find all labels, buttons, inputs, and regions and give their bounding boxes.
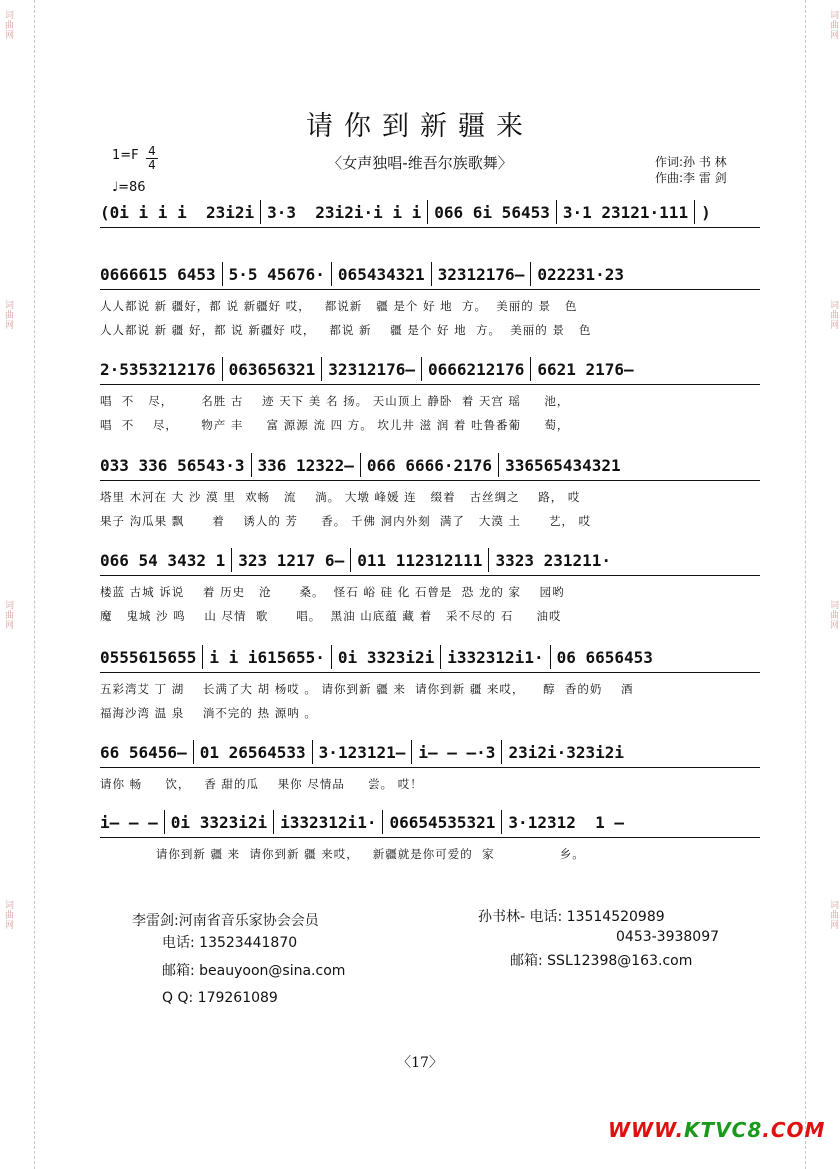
li-qq: Q Q: 179261089	[162, 990, 278, 1006]
barline	[260, 200, 261, 224]
barline	[530, 262, 531, 286]
measure: 6621 2176–	[537, 359, 634, 379]
measure: i332312i1·	[447, 647, 544, 667]
notes-row	[100, 810, 760, 838]
measure: 066 6i 56453	[434, 202, 550, 222]
barline	[231, 548, 232, 572]
barline	[694, 200, 695, 224]
score-system	[100, 200, 760, 228]
barline	[312, 740, 313, 764]
measure: 033 336 56543·3	[100, 455, 245, 475]
time-signature-top: 4	[148, 144, 156, 158]
composer-credit: 作曲:李 雷 剑	[655, 171, 727, 185]
lyric-line: 人人都说 新 疆 好，都 说 新疆好 哎， 都说 新 疆 是个 好 地 方。 美丽的 景 色	[100, 323, 592, 337]
lyric-line: 唱 不 尽， 名胜 古 迹 天下 美 名 扬。 天山顶上 静卧 着 天宫 瑶 池，	[100, 394, 570, 408]
measure: 01 26564533	[199, 742, 306, 762]
lyric-line: 人人都说 新 疆好，都 说 新疆好 哎， 都说新 疆 是个 好 地 方。 美丽的 景 色	[100, 299, 578, 313]
barline	[251, 453, 252, 477]
barline	[421, 357, 422, 381]
barline	[331, 645, 332, 669]
score-system	[100, 262, 760, 338]
notes-row	[100, 357, 760, 385]
barline	[501, 810, 502, 834]
score-system	[100, 453, 760, 529]
lyric-line: 请你 畅 饮， 香 甜的瓜 果你 尽情品 尝。 哎！	[100, 777, 423, 791]
barline	[202, 645, 203, 669]
measure: 66 56456–	[100, 742, 187, 762]
barline	[530, 357, 531, 381]
measure: 32312176–	[328, 359, 415, 379]
measure: 5·5 45676·	[228, 264, 325, 284]
lyric-line: 五彩湾艾 丁 湖 长满了大 胡 杨哎 。 请你到新 疆 来 请你到新 疆 来哎， 醇 香的奶 酒	[100, 682, 634, 696]
barline	[440, 645, 441, 669]
lyric-line: 塔里 木河在 大 沙 漠 里 欢畅 流 淌。 大墩 峰媛 连 缀着 古丝绸之 路， 哎	[100, 490, 581, 504]
measure: 3·1 23121·111	[562, 202, 689, 222]
watermark-left: 词曲网	[3, 10, 13, 40]
measure: 06 6656453	[556, 647, 653, 667]
barline	[222, 357, 223, 381]
measure: (0i i i i 23i2i	[100, 202, 255, 222]
watermark-left: 词曲网	[3, 300, 13, 330]
barline	[431, 262, 432, 286]
barline	[488, 548, 489, 572]
song-subtitle: 〈女声独唱-维吾尔族歌舞〉	[327, 154, 513, 172]
lyricist-credit: 作词:孙 书 林	[655, 155, 727, 169]
watermark-right: 词曲网	[828, 10, 838, 40]
barline	[164, 810, 165, 834]
page-number: 〈17〉	[397, 1055, 443, 1071]
measure: i i i615655·	[209, 647, 325, 667]
score-system	[100, 645, 760, 721]
song-title: 请你到新疆来	[306, 111, 534, 142]
li-phone: 电话: 13523441870	[162, 935, 298, 951]
lyric-line: 果子 沟瓜果 飘 着 诱人的 芳 香。 千佛 洞内外刻 满了 大漠 土 艺， 哎	[100, 514, 592, 528]
measure: )	[701, 202, 711, 222]
left-margin-strip	[12, 0, 35, 1169]
measure: 0i 3323i2i	[170, 812, 268, 832]
measure: 3·3 23i2i·i i i	[267, 202, 422, 222]
time-signature-bottom: 4	[148, 158, 156, 172]
barline	[350, 548, 351, 572]
sun-email: 邮箱: SSL12398@163.com	[510, 953, 693, 969]
barline	[427, 200, 428, 224]
measure: 3·12312 1 –	[508, 812, 625, 832]
logo-ktv: KTVC8	[684, 1118, 763, 1142]
lyric-line: 唱 不 尽， 物产 丰 富 源源 流 四 方。 坎儿井 滋 润 着 吐鲁番葡 萄，	[100, 418, 570, 432]
measure: 336565434321	[505, 455, 621, 475]
key-signature: 1=F	[112, 148, 139, 163]
measure: i332312i1·	[280, 812, 377, 832]
measure: i– – –·3	[418, 742, 496, 762]
tempo-value: =86	[118, 180, 146, 195]
measure: 32312176–	[437, 264, 525, 284]
score-system	[100, 810, 760, 862]
watermark-right: 词曲网	[828, 600, 838, 630]
barline	[321, 357, 322, 381]
barline	[556, 200, 557, 224]
barline	[382, 810, 383, 834]
measure: 0i 3323i2i	[337, 647, 435, 667]
measure: 066 6666·2176	[366, 455, 493, 475]
watermark-left: 词曲网	[3, 900, 13, 930]
notes-row	[100, 262, 760, 290]
lyric-line: 请你到新 疆 来 请你到新 疆 来哎， 新疆就是你可爱的 家 乡。	[100, 847, 585, 861]
sun-phone-2: 0453-3938097	[616, 929, 720, 945]
measure: i– – –	[100, 812, 158, 832]
barline	[498, 453, 499, 477]
measure: 063656321	[228, 359, 316, 379]
measure: 0555615655	[100, 647, 197, 667]
logo-prefix: WWW.	[608, 1118, 685, 1142]
measure: 011 112312111	[357, 550, 483, 570]
watermark-right: 词曲网	[828, 300, 838, 330]
measure: 336 12322–	[257, 455, 354, 475]
measure: 2·5353212176	[100, 359, 216, 379]
quarter-note-icon: ♩	[112, 180, 119, 195]
logo-suffix: .COM	[762, 1118, 826, 1142]
barline	[193, 740, 194, 764]
tempo-marking	[112, 180, 146, 195]
measure: 06654535321	[389, 812, 496, 832]
score-system	[100, 357, 760, 433]
notes-row	[100, 548, 760, 576]
measure: 0666212176	[428, 359, 525, 379]
score-system	[100, 740, 760, 792]
lyric-line: 福海沙湾 温 泉 淌不完的 热 源呐 。	[100, 706, 317, 720]
notes-row	[100, 645, 760, 673]
measure: 323 1217 6–	[238, 550, 345, 570]
watermark-left: 词曲网	[3, 600, 13, 630]
barline	[360, 453, 361, 477]
li-name: 李雷剑:河南省音乐家协会会员	[132, 913, 319, 929]
measure: 0666615 6453	[100, 264, 216, 284]
measure: 23i2i·323i2i	[508, 742, 625, 762]
li-email: 邮箱: beauyoon@sina.com	[162, 963, 346, 979]
measure: 3·123121–	[318, 742, 406, 762]
notes-row	[100, 200, 760, 228]
measure: 3323 231211·	[495, 550, 612, 570]
barline	[550, 645, 551, 669]
right-margin-strip	[805, 0, 828, 1169]
barline	[273, 810, 274, 834]
barline	[222, 262, 223, 286]
score-system	[100, 548, 760, 624]
barline	[501, 740, 502, 764]
barline	[331, 262, 332, 286]
watermark-right: 词曲网	[828, 900, 838, 930]
notes-row	[100, 453, 760, 481]
barline	[411, 740, 412, 764]
site-logo	[608, 1118, 825, 1142]
lyric-line: 楼蓝 古城 诉说 着 历史 沧 桑。 怪石 峪 硅 化 石曾是 恐 龙的 家 园哟	[100, 585, 565, 599]
lyric-line: 魔 鬼城 沙 鸣 山 尽情 歌 唱。 黑油 山底蕴 藏 着 采不尽的 石 油哎	[100, 609, 562, 623]
notes-row	[100, 740, 760, 768]
measure: 022231·23	[537, 264, 625, 284]
measure: 065434321	[337, 264, 425, 284]
measure: 066 54 3432 1	[100, 550, 226, 570]
sun-phone: 孙书林- 电话: 13514520989	[478, 909, 665, 925]
